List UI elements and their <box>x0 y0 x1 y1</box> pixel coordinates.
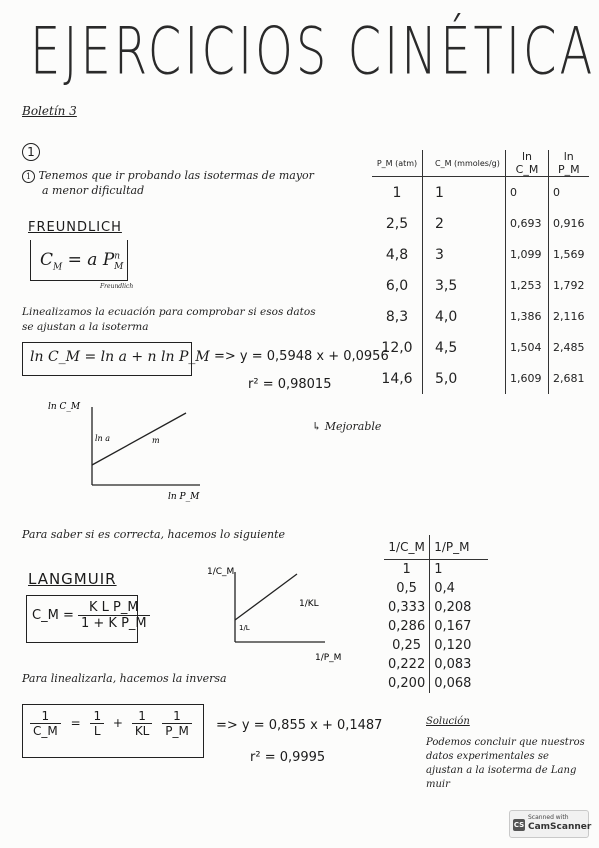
langmuir-numerator: K L P_M <box>78 600 150 616</box>
langmuir-denominator: 1 + K P_M <box>80 616 147 631</box>
langmuir-regression: => y = 0,855 x + 0,1487 <box>216 718 383 733</box>
langmuir-heading: LANGMUIR <box>28 570 117 588</box>
table-cell: 1,569 <box>553 248 585 261</box>
intro-line-2: a menor dificultad <box>42 184 145 197</box>
table-cell: 0,4 <box>434 581 455 596</box>
linearize-line-2: se ajustan a la isoterma <box>22 321 149 333</box>
table-cell: 4,0 <box>423 301 506 332</box>
table-cell: 1 <box>372 177 423 209</box>
table-row <box>384 655 488 674</box>
freundlich-verdict <box>312 420 381 433</box>
langmuir-formula: C_M = $\frac{\text{K L P\_M}}{\text{1 + K P\_M}}$ <box>32 600 150 631</box>
formula-lhs-sub: M <box>53 262 63 273</box>
langmuir-plot <box>205 560 365 670</box>
table-header: 1/P_M <box>430 535 489 560</box>
table-header: C_M (mmoles/g) <box>423 150 506 177</box>
table-cell: 1,099 <box>506 239 549 270</box>
langmuir-r2: r² = 0,9995 <box>250 750 326 765</box>
langmuir-lhs: C_M <box>32 608 59 623</box>
solution-line-2: datos experimentales se <box>426 751 549 762</box>
data-table-1 <box>372 150 589 394</box>
table-row <box>372 301 589 332</box>
table-cell: 8,3 <box>372 301 423 332</box>
table-cell: 0,286 <box>384 617 430 636</box>
table-cell: 0,25 <box>384 636 430 655</box>
table-row <box>384 674 488 693</box>
freundlich-heading: FREUNDLICH <box>28 220 122 235</box>
freundlich-linear-formula: ln C_M = ln a + n ln P_M <box>30 349 210 365</box>
freundlich-formula <box>40 250 123 272</box>
formula-lhs: C <box>40 250 54 270</box>
return-arrow-icon: ↳ <box>312 420 322 433</box>
data-table-2 <box>384 535 488 693</box>
inv-term-2b <box>162 709 192 738</box>
table-header: P_M (atm) <box>372 150 423 177</box>
inv-t2a-num: 1 <box>132 709 153 724</box>
inv-term-1 <box>90 709 104 738</box>
table-cell: 1 <box>423 177 506 209</box>
table-row <box>384 579 488 598</box>
formula-rhs-sup: n <box>114 251 121 262</box>
table-cell: 1 <box>384 560 430 580</box>
solution-line-4: muir <box>426 779 450 790</box>
plot-xlabel: 1/P_M <box>315 653 342 663</box>
langmuir-fraction <box>78 600 150 631</box>
table-cell: 1,609 <box>506 363 549 394</box>
table-cell: 0,083 <box>434 657 472 672</box>
solution-line-1: Podemos concluir que nuestros <box>426 737 585 748</box>
table-cell: 0 <box>506 177 549 209</box>
camscanner-logo-icon: CS <box>513 821 525 829</box>
verdict-text: Mejorable <box>324 420 382 433</box>
table-cell: 4,8 <box>372 239 423 270</box>
table-row <box>372 363 589 394</box>
plot-xlabel: ln P_M <box>168 492 200 502</box>
table-cell: 14,6 <box>372 363 423 394</box>
table-row <box>372 270 589 301</box>
table-cell: 0,333 <box>384 598 430 617</box>
inv-term-2a <box>132 709 153 738</box>
table-row <box>372 177 589 209</box>
table-cell: 1,253 <box>506 270 549 301</box>
plot-slope-label: m <box>152 436 160 445</box>
table-cell: 5,0 <box>423 363 506 394</box>
table-cell: 2,681 <box>553 372 585 385</box>
table-cell: 3,5 <box>423 270 506 301</box>
table-cell: 2,485 <box>553 341 585 354</box>
freundlich-r2: r² = 0,98015 <box>248 377 332 392</box>
table-cell: 0,068 <box>434 676 472 691</box>
table-cell: 0,916 <box>553 217 585 230</box>
inv-lhs <box>30 709 61 738</box>
table-row <box>384 598 488 617</box>
table-row <box>384 617 488 636</box>
table-row <box>384 636 488 655</box>
camscanner-watermark <box>509 810 592 838</box>
table-header: 1/C_M <box>384 535 430 560</box>
plot-ylabel: ln C_M <box>48 402 81 412</box>
solution-line-3: ajustan a la isoterma de Lang <box>426 765 577 776</box>
intro-line-1: Tenemos que ir probando las isotermas de mayor <box>38 169 314 182</box>
table-cell: 0,200 <box>384 674 430 693</box>
inv-t1-num: 1 <box>90 709 104 724</box>
table-cell: 1,504 <box>506 332 549 363</box>
inv-t2a-den: KL <box>134 724 150 738</box>
table-row <box>372 208 589 239</box>
table-cell: 0,222 <box>384 655 430 674</box>
plot-ylabel: 1/C_M <box>207 567 235 577</box>
freundlich-plot <box>40 395 220 505</box>
freundlich-linearize <box>22 305 316 335</box>
table-cell: 0,208 <box>434 600 472 615</box>
watermark-line-2: CamScanner <box>528 822 592 832</box>
inv-t2b-den: P_M <box>165 724 189 738</box>
plot-fit-line <box>235 574 297 620</box>
table-cell: 0,120 <box>434 638 472 653</box>
table-cell: 4,5 <box>423 332 506 363</box>
table-row <box>372 239 589 270</box>
intro-circle-number: 1 <box>22 170 35 183</box>
watermark-line-1: Scanned with <box>528 814 569 821</box>
formula-eq: = <box>67 250 82 270</box>
table-cell: 6,0 <box>372 270 423 301</box>
freundlich-note: Freundlich <box>100 283 134 290</box>
langmuir-linearize: Para linealizarla, hacemos la inversa <box>22 672 227 685</box>
freundlich-regression: => y = 0,5948 x + 0,0956 <box>214 349 389 364</box>
check-line: Para saber si es correcta, hacemos lo siguiente <box>22 528 286 541</box>
solution-text <box>426 736 585 792</box>
table-row <box>372 332 589 363</box>
table-cell: 0 <box>553 186 560 199</box>
inv-t2b-num: 1 <box>162 709 192 724</box>
formula-rhs-sub: M <box>114 262 124 273</box>
table-header: ln P_M <box>549 150 589 177</box>
table-cell: 0,693 <box>506 208 549 239</box>
exercise-number: 1 <box>22 143 40 161</box>
table-cell: 2,5 <box>372 208 423 239</box>
table-cell: 2,116 <box>553 310 585 323</box>
table-cell: 12,0 <box>372 332 423 363</box>
plot-intercept-label: ln a <box>95 434 111 443</box>
table-cell: 0,5 <box>384 579 430 598</box>
plot-slope-label: 1/KL <box>299 599 319 609</box>
formula-rhs: a P <box>87 250 115 270</box>
solution-heading: Solución <box>426 716 470 727</box>
intro-text <box>22 168 314 198</box>
linearize-line-1: Linealizamos la ecuación para comprobar si esos datos <box>22 306 316 318</box>
plot-intercept-label: 1/L <box>239 624 250 632</box>
table-cell: 1,792 <box>553 279 585 292</box>
table-cell: 1,386 <box>506 301 549 332</box>
inverse-formula: $\frac{1}{C\_M}$ = $\frac{1}{L}$ + $\frac{1}{KL}$ $\frac{1}{P\_M}$ <box>30 709 192 738</box>
table-header-row <box>372 150 589 177</box>
table-cell: 3 <box>423 239 506 270</box>
table-header-row <box>384 535 488 560</box>
table-header: ln C_M <box>506 150 549 177</box>
inv-t1-den: L <box>93 724 101 738</box>
table-cell: 1 <box>434 562 443 577</box>
inv-lhs-den: C_M <box>33 724 58 738</box>
page-title: EJERCICIOS CINÉTICA <box>30 14 596 90</box>
table-row <box>384 560 488 580</box>
table-cell: 2 <box>423 208 506 239</box>
inv-lhs-num: 1 <box>30 709 61 724</box>
section-label: Boletín 3 <box>22 104 77 118</box>
table-cell: 0,167 <box>434 619 472 634</box>
